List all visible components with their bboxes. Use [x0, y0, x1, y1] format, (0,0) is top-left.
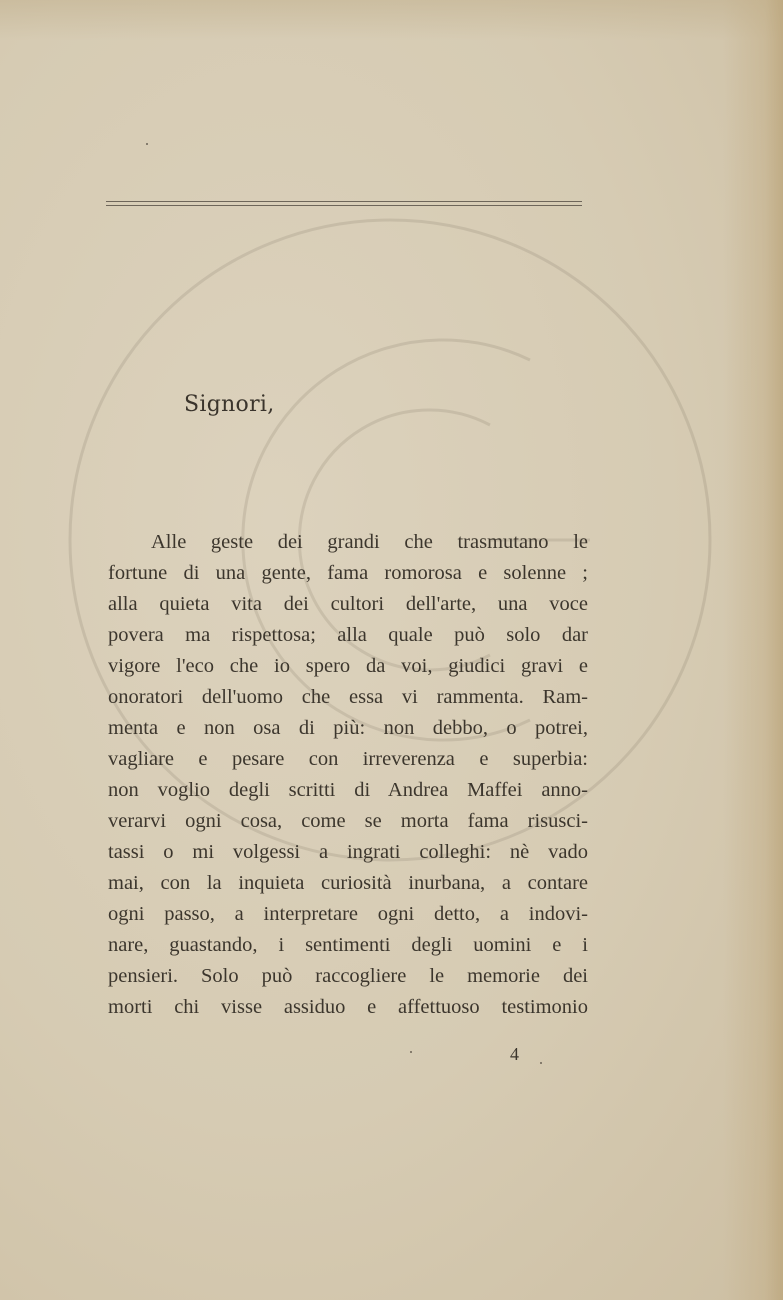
- text-line: Alle geste dei grandi che trasmutano le: [151, 531, 588, 553]
- text-line: pensieri. Solo può raccogliere le memorie dei: [108, 965, 588, 987]
- salutation-heading: Signori,: [184, 392, 275, 417]
- text-line: non voglio degli scritti di Andrea Maffei anno-: [108, 779, 588, 801]
- text-line: ogni passo, a interpretare ogni detto, a indovi-: [108, 903, 588, 925]
- page-edge-shadow: [723, 0, 783, 1300]
- text-line: verarvi ogni cosa, come se morta fama risusci-: [108, 810, 588, 832]
- text-line: morti chi visse assiduo e affettuoso testimonio: [108, 996, 588, 1018]
- body-paragraph: [108, 527, 588, 1023]
- text-line: vigore l'eco che io spero da voi, giudici gravi e: [108, 655, 588, 677]
- text-line: mai, con la inquieta curiosità inurbana, a contare: [108, 872, 588, 894]
- text-line: tassi o mi volgessi a ingrati colleghi: nè vado: [108, 841, 588, 863]
- text-line: fortune di una gente, fama romorosa e solenne ;: [108, 562, 588, 584]
- text-line: alla quieta vita dei cultori dell'arte, una voce: [108, 593, 588, 615]
- paper-speck: [146, 143, 148, 145]
- paper-speck: [540, 1062, 542, 1064]
- text-line: menta e non osa di più: non debbo, o potrei,: [108, 717, 588, 739]
- text-line: nare, guastando, i sentimenti degli uomini e i: [108, 934, 588, 956]
- paper-speck: [410, 1051, 412, 1053]
- text-line: vagliare e pesare con irreverenza e superbia:: [108, 748, 588, 770]
- page-number: 4: [510, 1044, 519, 1064]
- text-line: onoratori dell'uomo che essa vi rammenta. Ram-: [108, 686, 588, 708]
- double-rule-divider: [106, 200, 582, 208]
- text-line: povera ma rispettosa; alla quale può solo dar: [108, 624, 588, 646]
- page-top-shadow: [0, 0, 783, 40]
